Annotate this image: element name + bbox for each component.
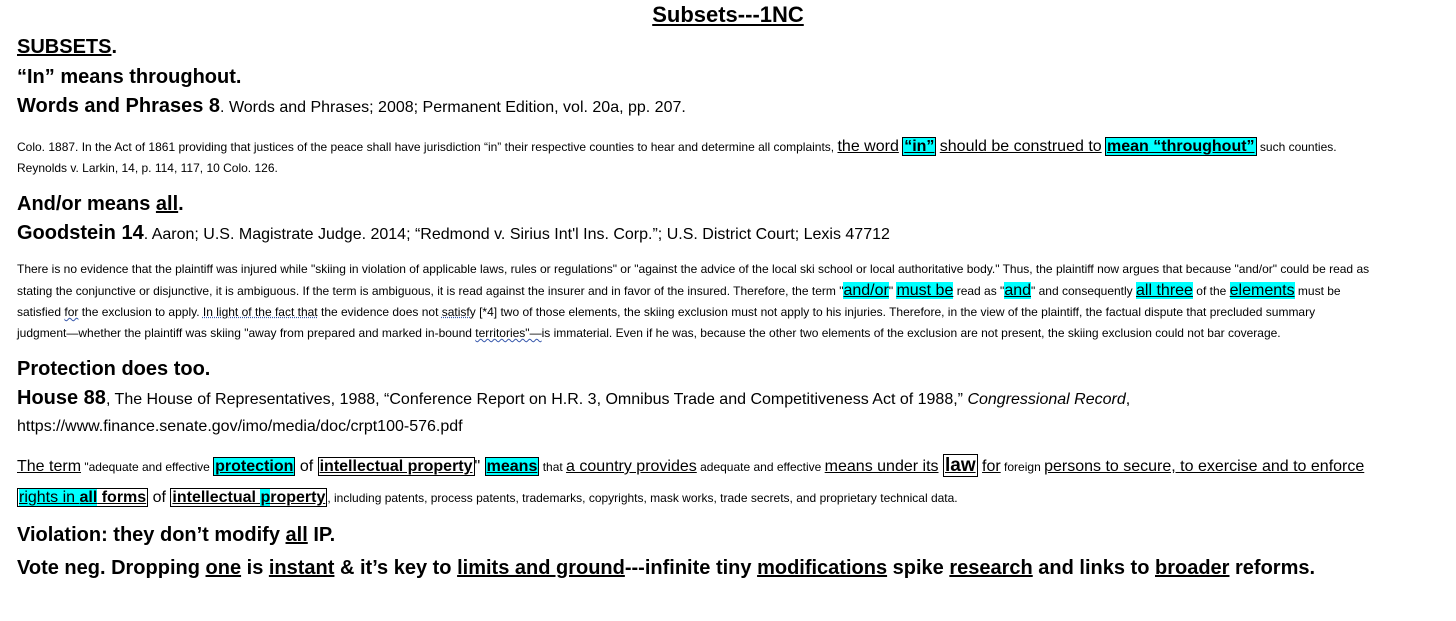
card3-highlight-means: means [486, 458, 538, 475]
violation-line [17, 519, 1439, 551]
vote-d: ---infinite tiny [624, 557, 758, 579]
card2-body-line4 [17, 323, 1439, 344]
card1-highlight-in: “in” [904, 138, 935, 155]
card2-cite-text: . Aaron; U.S. Magistrate Judge. 2014; “Redmond v. Sirius Int'l Ins. Corp.”; U.S. District Court; Lexis 47712 [143, 226, 890, 243]
card1-body-line2: Reynolds v. Larkin, 14, p. 114, 117, 10 Colo. 126. [17, 161, 278, 175]
tag-heading [17, 32, 1439, 62]
card3-forms: forms [97, 489, 147, 506]
page-title: Subsets---1NC [652, 2, 804, 27]
tag-label: SUBSETS [17, 36, 112, 58]
card1-body-pre: Colo. 1887. In the Act of 1861 providing that justices of the peace shall have jurisdiction “in” their respective counties to hear and determine all complaints, [17, 140, 835, 154]
card1-highlight-throughout: mean “throughout” [1107, 138, 1255, 155]
card2-body [17, 259, 1439, 344]
card2-body-line3 [17, 302, 1439, 323]
card2-l2-post: must be [1294, 284, 1341, 298]
card2-l3-light: In light of the fact that [202, 305, 318, 319]
card3-persons: persons to secure, to exercise and to enforce [1044, 458, 1365, 475]
vote-u5: research [949, 557, 1033, 579]
card2-highlight-elements: elements [1229, 282, 1295, 299]
card3-ip2-a: intellectual [172, 489, 261, 506]
vote-g: reforms. [1229, 557, 1316, 579]
card2-claim-pre: And/or means [17, 193, 156, 215]
card2-l4-b: is immaterial. Even if he was, because the other two elements of the exclusion are not present, the skiing exclusion could not bar coverage. [541, 326, 1281, 340]
card3-rights: rights in [19, 489, 80, 506]
card2-l3-c: the evidence does not [317, 305, 442, 319]
card3-url: https://www.finance.senate.gov/imo/media/doc/crpt100-576.pdf [17, 418, 463, 435]
card2-claim-post: . [178, 193, 184, 215]
card3-rights-box [17, 488, 148, 507]
card3-ip: intellectual property [319, 458, 473, 475]
card3-end: , including patents, process patents, trademarks, copyrights, mask works, trade secrets, and proprietary technical data. [327, 491, 958, 505]
vote-u2: instant [268, 557, 335, 579]
card3-body-line1 [17, 450, 1439, 482]
card3-citation [17, 384, 1439, 414]
card3-that: that [539, 460, 567, 474]
card1-author: Words and Phrases 8 [17, 95, 221, 117]
violation-pre: Violation: they don’t modify [17, 524, 286, 546]
card2-body-line2 [17, 280, 1439, 302]
document-page [17, 0, 1439, 585]
vote-u1: one [205, 557, 242, 579]
card1-underline-2: should be construed to [939, 138, 1102, 155]
card2-highlight-allthree: all three [1136, 282, 1193, 299]
card3-highlight-all: all [79, 489, 98, 506]
vote-u4: modifications [757, 557, 888, 579]
card3-quote2: " [474, 458, 485, 475]
card3-highlight-p: p [260, 489, 271, 506]
card3-quote: "adequate and effective [81, 460, 214, 474]
card1-citation [17, 92, 1439, 122]
card1-body-post: such counties. [1259, 140, 1337, 154]
card2-citation [17, 219, 1439, 249]
violation-post: IP. [307, 524, 336, 546]
card2-quote1: " [888, 284, 897, 298]
card2-l2-mid: read as " [953, 284, 1005, 298]
card1-underline-1: the word [837, 138, 899, 155]
vote-a: Vote neg. Dropping [17, 557, 206, 579]
card2-claim-underline: all [155, 193, 179, 215]
card2-l3-for: for [64, 305, 79, 319]
card1-body [17, 136, 1439, 158]
tag-period: . [111, 36, 118, 58]
card3-cite-end: , [1125, 391, 1131, 408]
card2-l2-mid3: of the [1192, 284, 1230, 298]
vote-f: and links to [1032, 557, 1155, 579]
card3-highlight-protection: protection [215, 458, 294, 475]
card2-l3-d: [*4] two of those elements, the skiing exclusion must not apply to his injuries. Therefore, in the view of the plaintiff, the factual dispute that precluded summary [475, 305, 1316, 319]
card3-of2: of [148, 489, 171, 506]
card3-body [17, 450, 1439, 513]
card2-highlight-mustbe: must be [896, 282, 954, 299]
card1-cite-text: . Words and Phrases; 2008; Permanent Edition, vol. 20a, pp. 207. [220, 99, 686, 116]
card3-ip2-box [170, 488, 327, 507]
card2-body-line1: There is no evidence that the plaintiff was injured while "skiing in violation of applicable laws, rules or regulations" or "against the advice of the local ski school or local authoritative body." Thus, the plaintiff now argues that because "and/or" could be read as [17, 262, 1370, 276]
card3-term: The term [17, 458, 82, 475]
card3-author: House 88 [17, 387, 106, 409]
card3-for: for [982, 458, 1001, 475]
card2-l2-mid2: " and consequently [1031, 284, 1137, 298]
card3-adequate: adequate and effective [696, 460, 825, 474]
card2-l3-satisfy: satisfy [441, 305, 476, 319]
card1-claim: “In” means throughout. [17, 66, 242, 88]
card2-l4-territories: territories"— [475, 326, 542, 340]
vote-u3: limits and ground [457, 557, 625, 579]
vote-e: spike [887, 557, 950, 579]
card3-foreign: foreign [1000, 460, 1045, 474]
vote-line [17, 551, 1439, 585]
card3-cite-italic: Congressional Record [967, 391, 1126, 408]
card2-l3-a: satisfied [17, 305, 65, 319]
vote-c: & it’s key to [334, 557, 458, 579]
violation-underline: all [285, 524, 308, 546]
card2-claim [17, 189, 1439, 219]
card3-means-under: means under its [824, 458, 939, 475]
card3-body-line2 [17, 482, 1439, 513]
card2-highlight-and: and [1004, 282, 1032, 299]
vote-u6: broader [1155, 557, 1230, 579]
vote-b: is [241, 557, 269, 579]
card2-author: Goodstein 14 [17, 222, 144, 244]
card2-l2-pre: stating the conjunctive or disjunctive, it is ambiguous. If the term is ambiguous, it is read against the insurer and in favor of the insured. Therefore, the term " [17, 284, 844, 298]
card3-law: law [944, 455, 976, 476]
card3-of: of [295, 458, 318, 475]
card3-claim: Protection does too. [17, 358, 211, 380]
card3-country: a country provides [566, 458, 697, 475]
card2-highlight-andor: and/or [843, 282, 889, 299]
card2-l4-a: judgment—whether the plaintiff was skiing "away from prepared and marked in-bound [17, 326, 476, 340]
card3-cite-text: , The House of Representatives, 1988, “Conference Report on H.R. 3, Omnibus Trade and Competitiveness Act of 1988,” [105, 391, 968, 408]
card3-ip2-b: roperty [270, 489, 326, 506]
card2-l3-b: the exclusion to apply. [78, 305, 203, 319]
